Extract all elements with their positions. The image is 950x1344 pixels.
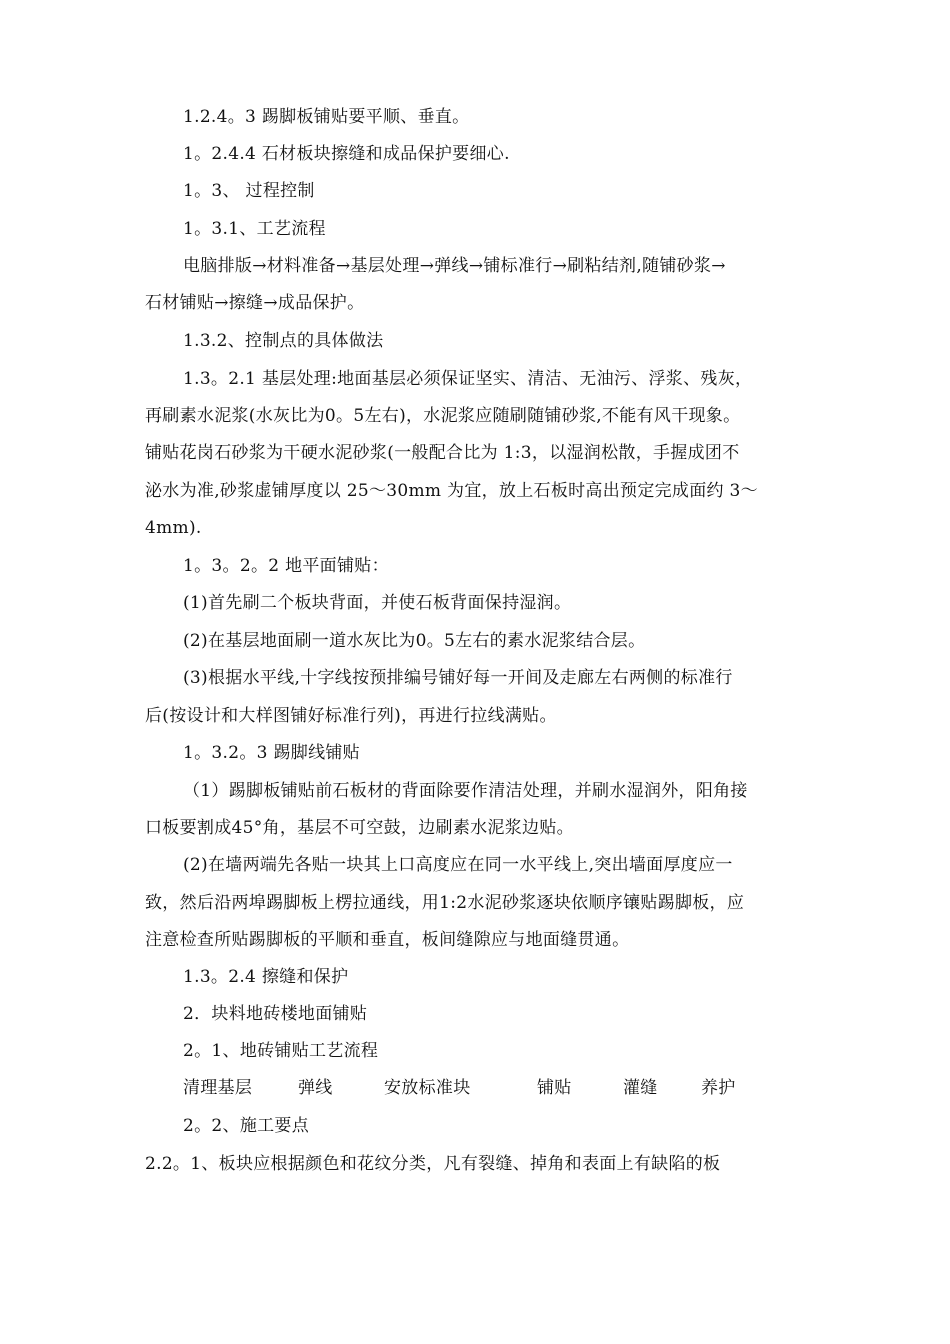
section-heading: 1。3、 过程控制 bbox=[183, 181, 315, 201]
text-line: 铺贴花岗石砂浆为干硬水泥砂浆(一般配合比为 1:3，以湿润松散，手握成团不 bbox=[145, 443, 740, 463]
text-line: 再刷素水泥浆(水灰比为0。5左右)，水泥浆应随刷随铺砂浆,不能有风干现象。 bbox=[145, 406, 741, 426]
text-line: 后(按设计和大样图铺好标准行列)，再进行拉线满贴。 bbox=[145, 706, 557, 726]
text-line: 1.2.4。3 踢脚板铺贴要平顺、垂直。 bbox=[183, 107, 470, 127]
text-line: 注意检查所贴踢脚板的平顺和垂直，板间缝隙应与地面缝贯通。 bbox=[145, 930, 630, 950]
section-heading: 2．块料地砖楼地面铺贴 bbox=[183, 1004, 368, 1024]
text-line: (3)根据水平线,十字线按预排编号铺好每一开间及走廊左右两侧的标准行 bbox=[183, 668, 733, 688]
text-line: (2)在墙两端先各贴一块其上口高度应在同一水平线上,突出墙面厚度应一 bbox=[183, 855, 733, 875]
subsection-heading: 1。3.1、工艺流程 bbox=[183, 219, 326, 239]
flow-step: 铺贴 bbox=[537, 1078, 572, 1098]
text-line: 1.3。2.1 基层处理:地面基层必须保证坚实、清洁、无油污、浮浆、残灰， bbox=[183, 369, 753, 389]
flow-step: 弹线 bbox=[298, 1078, 333, 1098]
text-line: 4mm). bbox=[145, 518, 202, 538]
text-line: 1。3.2。3 踢脚线铺贴 bbox=[183, 743, 360, 763]
subsection-heading: 2。1、地砖铺贴工艺流程 bbox=[183, 1041, 379, 1061]
text-line: 口板要割成45°角，基层不可空鼓，边刷素水泥浆边贴。 bbox=[145, 818, 574, 838]
text-line: （1）踢脚板铺贴前石板材的背面除要作清洁处理，并刷水湿润外，阳角接 bbox=[183, 781, 748, 801]
text-line: (2)在基层地面刷一道水灰比为0。5左右的素水泥浆结合层。 bbox=[183, 631, 646, 651]
text-line: 1。2.4.4 石材板块擦缝和成品保护要细心. bbox=[183, 144, 510, 164]
text-line: 1。3。2。2 地平面铺贴： bbox=[183, 556, 389, 576]
text-line: 1.3。2.4 擦缝和保护 bbox=[183, 967, 349, 987]
text-line: 致，然后沿两埠踢脚板上楞拉通线，用1:2水泥砂浆逐块依顺序镶贴踢脚板，应 bbox=[145, 893, 745, 913]
flow-step: 灌缝 bbox=[623, 1078, 658, 1098]
text-line: 2.2。1、板块应根据颜色和花纹分类，凡有裂缝、掉角和表面上有缺陷的板 bbox=[145, 1154, 721, 1174]
text-line: 石材铺贴→擦缝→成品保护。 bbox=[145, 293, 365, 313]
flow-step: 安放标准块 bbox=[384, 1078, 471, 1098]
flow-step: 养护 bbox=[701, 1078, 736, 1098]
subsection-heading: 2。2、施工要点 bbox=[183, 1116, 310, 1136]
flow-step: 清理基层 bbox=[183, 1078, 253, 1098]
text-line: 泌水为准,砂浆虚铺厚度以 25～30mm 为宜，放上石板时高出预定完成面约 3～ bbox=[145, 481, 758, 501]
subsection-heading: 1.3.2、控制点的具体做法 bbox=[183, 331, 384, 351]
text-line: 电脑排版→材料准备→基层处理→弹线→铺标准行→刷粘结剂,随铺砂浆→ bbox=[183, 256, 726, 276]
text-line: (1)首先刷二个板块背面，并使石板背面保持湿润。 bbox=[183, 593, 572, 613]
